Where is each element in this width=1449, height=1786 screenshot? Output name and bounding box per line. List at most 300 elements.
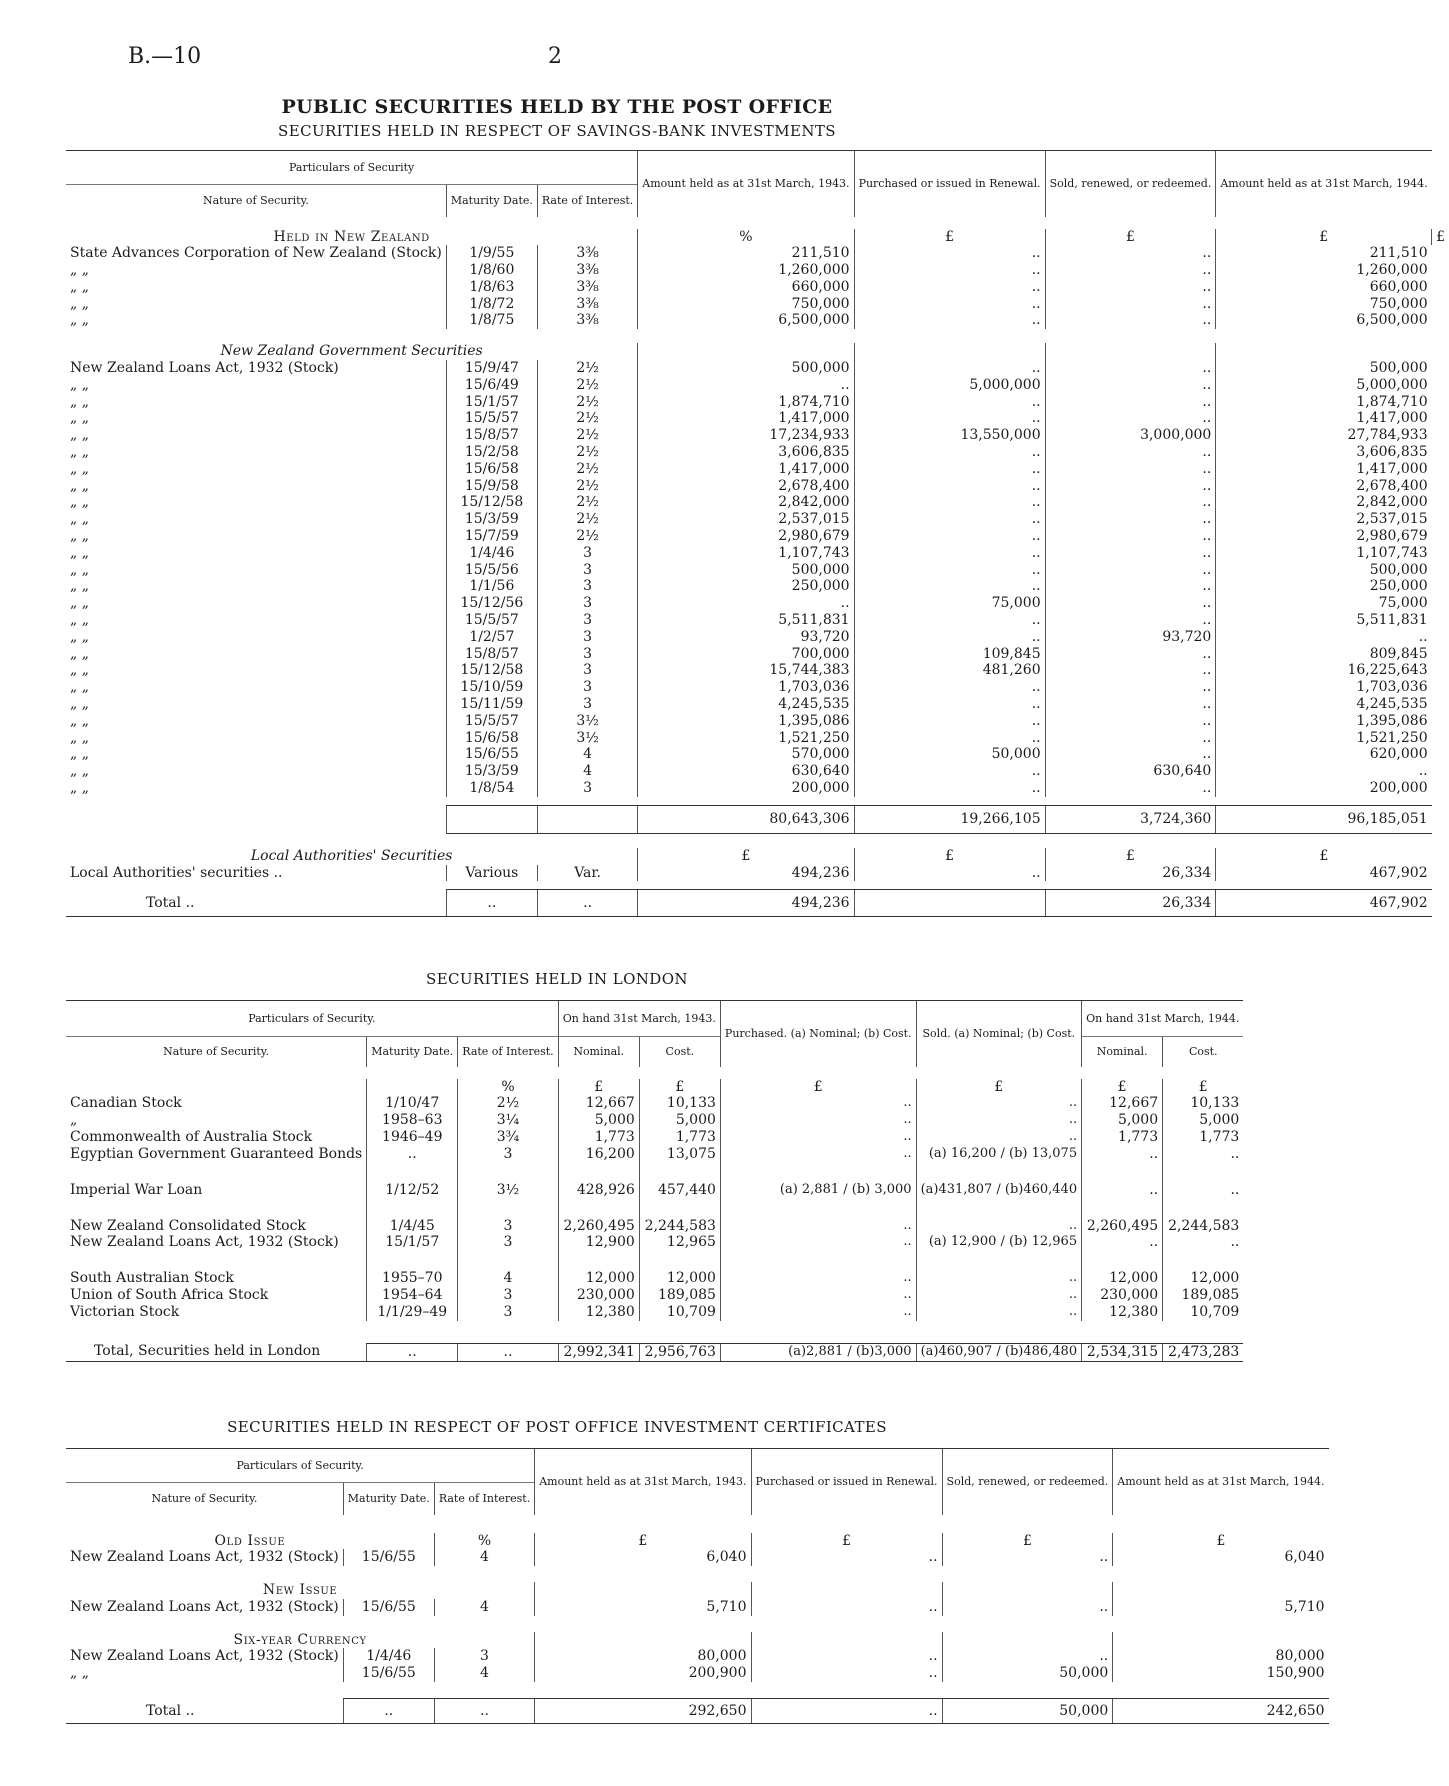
table-row xyxy=(66,377,1449,394)
held-1943-header: Amount held as at 31st March, 1943. xyxy=(638,151,854,217)
subtotal-held43: 80,643,306 xyxy=(638,805,854,833)
table-row xyxy=(66,1599,1329,1616)
security-name: „ „ xyxy=(70,278,89,295)
amount-held-1943: 5,710 xyxy=(535,1599,751,1616)
amount-held-1944: 1,417,000 xyxy=(1216,461,1432,478)
maturity-date: 1/8/75 xyxy=(446,312,537,329)
spacer-cell xyxy=(66,797,1432,806)
total-held43: 292,650 xyxy=(535,1699,751,1724)
amount-held-1944: 500,000 xyxy=(1216,562,1432,579)
maturity-date: 15/8/57 xyxy=(446,427,537,444)
interest-rate: 4 xyxy=(434,1599,534,1616)
amount-sold: .. xyxy=(1045,312,1216,329)
table-row xyxy=(66,394,1449,411)
total-label: Total .. xyxy=(66,1699,343,1724)
section-heading-row xyxy=(66,1582,1329,1599)
amount-sold: .. xyxy=(1045,528,1216,545)
rate-header: Rate of Interest. xyxy=(537,185,637,217)
total-label: Total .. xyxy=(66,890,446,917)
maturity-date: 1946–49 xyxy=(367,1129,458,1146)
amount-purchased: .. xyxy=(751,1599,942,1616)
interest-rate: 3½ xyxy=(537,713,637,730)
amount-sold: .. xyxy=(1045,394,1216,411)
maturity-date: 15/9/47 xyxy=(446,360,537,377)
table-row xyxy=(66,629,1449,646)
security-name: „ „ xyxy=(70,427,89,444)
maturity-date: 1/9/55 xyxy=(446,245,537,262)
amount-held-1943: 750,000 xyxy=(638,296,854,313)
section-heading-row xyxy=(66,343,1449,360)
unit-label: £ xyxy=(638,848,854,865)
nominal-1943: 12,000 xyxy=(558,1270,639,1287)
maturity-date: 15/5/57 xyxy=(446,713,537,730)
amount-held-1944: 16,225,643 xyxy=(1216,662,1432,679)
interest-rate: 3 xyxy=(537,679,637,696)
purchased-amounts: .. xyxy=(720,1304,916,1321)
document-reference: B.—10 xyxy=(128,44,202,69)
sold-amounts: .. xyxy=(916,1218,1082,1235)
purchased-amounts: .. xyxy=(720,1146,916,1182)
interest-rate: 3 xyxy=(458,1287,558,1304)
maturity-date: 15/6/55 xyxy=(446,746,537,763)
amount-sold: .. xyxy=(1045,780,1216,797)
amount-purchased: .. xyxy=(854,545,1045,562)
maturity-date: 1955–70 xyxy=(367,1270,458,1287)
amount-sold: .. xyxy=(1045,578,1216,595)
table-row xyxy=(66,713,1449,730)
table-row xyxy=(66,279,1449,296)
purchased-amounts: .. xyxy=(720,1095,916,1112)
held-1944-header: Amount held as at 31st March, 1944. xyxy=(1216,151,1432,217)
security-name: Local Authorities' securities .. xyxy=(70,864,283,881)
security-name: Victorian Stock xyxy=(70,1304,180,1321)
amount-held-1943: 1,521,250 xyxy=(638,730,854,747)
table-row xyxy=(66,646,1449,663)
maturity-date: 15/1/57 xyxy=(446,394,537,411)
purchased-header: Purchased or issued in Renewal. xyxy=(854,151,1045,217)
amount-purchased: .. xyxy=(751,1549,942,1566)
interest-rate: 2½ xyxy=(537,461,637,478)
interest-rate: 3⅜ xyxy=(537,296,637,313)
spacer-cell xyxy=(66,881,1432,890)
table-row xyxy=(66,1112,1243,1129)
amount-sold: .. xyxy=(942,1549,1113,1566)
maturity-date: 1/8/60 xyxy=(446,262,537,279)
table-row xyxy=(66,1182,1243,1218)
total-pur: .. xyxy=(751,1699,942,1724)
interest-rate: 3 xyxy=(458,1218,558,1235)
unit-label: £ xyxy=(854,848,1045,865)
security-name: „ „ xyxy=(70,410,89,427)
nominal-1944: .. xyxy=(1082,1146,1163,1182)
purchased-amounts: .. xyxy=(720,1234,916,1270)
unit-label: £ xyxy=(916,1079,1082,1096)
cost-1944: 2,244,583 xyxy=(1163,1218,1244,1235)
interest-rate: 3 xyxy=(537,629,637,646)
cost-1943: 13,075 xyxy=(639,1146,720,1182)
amount-purchased: .. xyxy=(854,865,1045,882)
amount-held-1944: 1,874,710 xyxy=(1216,394,1432,411)
blank-cell xyxy=(751,1632,942,1649)
total-row xyxy=(66,1343,1243,1361)
amount-held-1943: 2,980,679 xyxy=(638,528,854,545)
interest-rate: 4 xyxy=(458,1270,558,1287)
amount-held-1944: 3,606,835 xyxy=(1216,444,1432,461)
interest-rate: 2½ xyxy=(537,410,637,427)
total-mat: .. xyxy=(367,1343,458,1361)
security-name: „ „ xyxy=(70,612,89,629)
amount-sold: .. xyxy=(1045,713,1216,730)
cost-1944: 5,000 xyxy=(1163,1112,1244,1129)
unit-label: % xyxy=(458,1079,558,1096)
blank-cell xyxy=(66,805,446,833)
interest-rate: 3⅜ xyxy=(537,312,637,329)
unit-label: £ xyxy=(1045,229,1216,246)
amount-held-1943: 3,606,835 xyxy=(638,444,854,461)
amount-purchased: .. xyxy=(854,562,1045,579)
table-row xyxy=(66,528,1449,545)
amount-held-1944: 5,511,831 xyxy=(1216,612,1432,629)
amount-held-1944: 809,845 xyxy=(1216,646,1432,663)
cost-1944: 189,085 xyxy=(1163,1287,1244,1304)
table-row xyxy=(66,1218,1243,1235)
maturity-date: 15/6/55 xyxy=(343,1549,434,1566)
amount-sold: .. xyxy=(942,1648,1113,1665)
amount-sold: 50,000 xyxy=(942,1665,1113,1682)
total-sold: (a)460,907 / (b)486,480 xyxy=(916,1343,1082,1361)
section-heading: Old Issue xyxy=(214,1532,286,1549)
page-number: 2 xyxy=(548,44,562,69)
interest-rate: 2½ xyxy=(537,394,637,411)
security-name: „ „ xyxy=(70,528,89,545)
sold-amounts: .. xyxy=(916,1095,1082,1112)
amount-sold: .. xyxy=(1045,494,1216,511)
security-name: „ „ xyxy=(70,662,89,679)
sold-amounts: (a) 16,200 / (b) 13,075 xyxy=(916,1146,1082,1182)
unit-label: £ xyxy=(720,1079,916,1096)
cost-1943: 10,133 xyxy=(639,1095,720,1112)
total-pur xyxy=(854,890,1045,917)
cert-sold-header: Sold, renewed, or redeemed. xyxy=(942,1449,1113,1515)
security-name: „ „ xyxy=(70,696,89,713)
interest-rate: 3 xyxy=(537,780,637,797)
unit-label: £ xyxy=(1113,1533,1329,1550)
amount-held-1944: .. xyxy=(1216,763,1432,780)
security-name: New Zealand Loans Act, 1932 (Stock) xyxy=(70,1598,339,1615)
amount-sold: .. xyxy=(1045,360,1216,377)
amount-purchased: .. xyxy=(751,1665,942,1682)
security-name: „ „ xyxy=(70,561,89,578)
maturity-date: 15/5/57 xyxy=(446,612,537,629)
interest-rate: 2½ xyxy=(537,360,637,377)
maturity-date: 15/5/56 xyxy=(446,562,537,579)
spacer-cell xyxy=(66,1616,1329,1632)
total-row xyxy=(66,1699,1329,1724)
security-name: Union of South Africa Stock xyxy=(70,1287,269,1304)
total-rate: .. xyxy=(434,1699,534,1724)
purchased-amounts: .. xyxy=(720,1287,916,1304)
total-pur: (a)2,881 / (b)3,000 xyxy=(720,1343,916,1361)
unit-label: £ xyxy=(558,1079,639,1096)
interest-rate: 2½ xyxy=(537,377,637,394)
interest-rate: 3 xyxy=(537,595,637,612)
nominal-1943: 12,667 xyxy=(558,1095,639,1112)
nominal-1944: 5,000 xyxy=(1082,1112,1163,1129)
interest-rate: 3 xyxy=(458,1304,558,1321)
total-mat: .. xyxy=(343,1699,434,1724)
maturity-date: 1/1/29–49 xyxy=(367,1304,458,1321)
maturity-date: 15/6/55 xyxy=(343,1665,434,1682)
amount-held-1943: 15,744,383 xyxy=(638,662,854,679)
security-name: „ „ xyxy=(70,746,89,763)
interest-rate: 3½ xyxy=(458,1182,558,1218)
maturity-date: 1/8/72 xyxy=(446,296,537,313)
sold-amounts: .. xyxy=(916,1129,1082,1146)
total-held44: 467,902 xyxy=(1216,890,1432,917)
amount-sold: .. xyxy=(1045,478,1216,495)
london-purchased-header: Purchased. (a) Nominal; (b) Cost. xyxy=(720,1001,916,1067)
amount-purchased: .. xyxy=(854,410,1045,427)
amount-purchased: .. xyxy=(854,730,1045,747)
amount-sold: .. xyxy=(1045,730,1216,747)
amount-held-1943: 200,900 xyxy=(535,1665,751,1682)
nominal-1943-header: Nominal. xyxy=(558,1037,639,1067)
amount-held-1944: 80,000 xyxy=(1113,1648,1329,1665)
table-row xyxy=(66,478,1449,495)
spacer-row xyxy=(66,329,1449,343)
cost-1943: 189,085 xyxy=(639,1287,720,1304)
london-maturity-header: Maturity Date. xyxy=(367,1037,458,1067)
security-name: „ „ xyxy=(70,645,89,662)
interest-rate: 4 xyxy=(434,1549,534,1566)
total-rate: .. xyxy=(537,890,637,917)
table-row xyxy=(66,1665,1329,1682)
sold-amounts: .. xyxy=(916,1270,1082,1287)
blank-cell xyxy=(367,1079,458,1096)
amount-purchased: .. xyxy=(854,279,1045,296)
amount-held-1944: 27,784,933 xyxy=(1216,427,1432,444)
security-name: „ „ xyxy=(70,595,89,612)
section-heading-row xyxy=(66,1533,1329,1550)
interest-rate: 3¾ xyxy=(458,1129,558,1146)
section-heading: New Zealand Government Securities xyxy=(220,343,483,360)
amount-held-1943: 1,874,710 xyxy=(638,394,854,411)
amount-held-1944: 1,260,000 xyxy=(1216,262,1432,279)
unit-label: £ xyxy=(751,1533,942,1550)
nominal-1944: .. xyxy=(1082,1234,1163,1270)
amount-held-1943: 1,417,000 xyxy=(638,461,854,478)
interest-rate: 2½ xyxy=(458,1095,558,1112)
amount-held-1943: 494,236 xyxy=(638,865,854,882)
amount-purchased: .. xyxy=(854,696,1045,713)
amount-held-1944: 2,537,015 xyxy=(1216,511,1432,528)
unit-label: £ xyxy=(535,1533,751,1550)
subtotal-held44: 96,185,051 xyxy=(1216,805,1432,833)
maturity-date: 15/2/58 xyxy=(446,444,537,461)
amount-held-1944: 1,521,250 xyxy=(1216,730,1432,747)
security-name: New Zealand Loans Act, 1932 (Stock) xyxy=(70,1549,339,1566)
amount-sold: .. xyxy=(1045,595,1216,612)
purchased-amounts: .. xyxy=(720,1270,916,1287)
maturity-date: 15/5/57 xyxy=(446,410,537,427)
spacer-cell xyxy=(66,1566,1329,1582)
amount-purchased: .. xyxy=(854,780,1045,797)
blank-cell xyxy=(638,343,854,360)
security-name: „ „ xyxy=(70,444,89,461)
amount-held-1943: .. xyxy=(638,595,854,612)
london-particulars-header: Particulars of Security. xyxy=(66,1001,558,1037)
spacer-cell xyxy=(66,1682,1329,1699)
nominal-1943: 1,773 xyxy=(558,1129,639,1146)
amount-held-1944: 1,395,086 xyxy=(1216,713,1432,730)
security-name: New Zealand Consolidated Stock xyxy=(70,1217,306,1234)
amount-held-1943: .. xyxy=(638,377,854,394)
amount-purchased: .. xyxy=(854,444,1045,461)
amount-held-1943: 6,040 xyxy=(535,1549,751,1566)
total-held44: 242,650 xyxy=(1113,1699,1329,1724)
cost-1944: 10,133 xyxy=(1163,1095,1244,1112)
amount-purchased: .. xyxy=(854,478,1045,495)
cert-held-1943-header: Amount held as at 31st March, 1943. xyxy=(535,1449,751,1515)
interest-rate: 3 xyxy=(537,696,637,713)
table-row xyxy=(66,780,1449,797)
spacer-row xyxy=(66,1515,1329,1533)
interest-rate: 3 xyxy=(537,646,637,663)
nominal-1943: 16,200 xyxy=(558,1146,639,1182)
amount-sold: .. xyxy=(1045,511,1216,528)
maturity-date: 15/1/57 xyxy=(367,1234,458,1270)
table-row xyxy=(66,578,1449,595)
amount-sold: 630,640 xyxy=(1045,763,1216,780)
amount-purchased: .. xyxy=(854,763,1045,780)
blank-cell xyxy=(537,805,637,833)
certificates-section-title: SECURITIES HELD IN RESPECT OF POST OFFICE INVESTMENT CERTIFICATES xyxy=(227,1418,887,1436)
maturity-date: 15/6/58 xyxy=(446,461,537,478)
security-name: „ „ xyxy=(70,763,89,780)
amount-purchased: 50,000 xyxy=(854,746,1045,763)
table-row xyxy=(66,662,1449,679)
interest-rate: 3 xyxy=(458,1146,558,1182)
cost-1943: 10,709 xyxy=(639,1304,720,1321)
amount-sold: .. xyxy=(1045,562,1216,579)
security-name: State Advances Corporation of New Zealand (Stock) xyxy=(70,245,442,262)
sold-header: Sold, renewed, or redeemed. xyxy=(1045,151,1216,217)
nominal-1944: .. xyxy=(1082,1182,1163,1218)
amount-sold: .. xyxy=(1045,296,1216,313)
nominal-1943: 12,380 xyxy=(558,1304,639,1321)
subtotal-pur: 19,266,105 xyxy=(854,805,1045,833)
document-title: PUBLIC SECURITIES HELD BY THE POST OFFICE xyxy=(281,96,833,118)
blank-cell xyxy=(942,1632,1113,1649)
interest-rate: 2½ xyxy=(537,511,637,528)
amount-purchased: 5,000,000 xyxy=(854,377,1045,394)
security-name: Egyptian Government Guaranteed Bonds xyxy=(70,1145,363,1162)
table-row xyxy=(66,461,1449,478)
security-name: New Zealand Loans Act, 1932 (Stock) xyxy=(70,1234,339,1251)
table-row xyxy=(66,1304,1243,1321)
spacer-row xyxy=(66,1616,1329,1632)
nominal-1943: 428,926 xyxy=(558,1182,639,1218)
nature-header: Nature of Security. xyxy=(66,185,446,217)
security-name: „ „ xyxy=(70,729,89,746)
maturity-date: 1/8/63 xyxy=(446,279,537,296)
sold-amounts: (a)431,807 / (b)460,440 xyxy=(916,1182,1082,1218)
cost-1943: 1,773 xyxy=(639,1129,720,1146)
security-name: New Zealand Loans Act, 1932 (Stock) xyxy=(70,1648,339,1665)
interest-rate: 3⅜ xyxy=(537,262,637,279)
table-row xyxy=(66,562,1449,579)
unit-label: £ xyxy=(1216,848,1432,865)
table-row xyxy=(66,595,1449,612)
amount-held-1943: 500,000 xyxy=(638,562,854,579)
amount-held-1944: 500,000 xyxy=(1216,360,1432,377)
cost-1943-header: Cost. xyxy=(639,1037,720,1067)
amount-held-1943: 700,000 xyxy=(638,646,854,663)
table-row xyxy=(66,746,1449,763)
amount-held-1944: 5,000,000 xyxy=(1216,377,1432,394)
spacer-row xyxy=(66,1321,1243,1344)
cert-held-1944-header: Amount held as at 31st March, 1944. xyxy=(1113,1449,1329,1515)
interest-rate: 2½ xyxy=(537,528,637,545)
amount-sold: 26,334 xyxy=(1045,865,1216,882)
unit-label: £ xyxy=(1045,848,1216,865)
blank-cell xyxy=(446,805,537,833)
spacer-cell xyxy=(66,1321,1243,1344)
cost-1944: 10,709 xyxy=(1163,1304,1244,1321)
amount-sold: .. xyxy=(1045,262,1216,279)
purchased-amounts: .. xyxy=(720,1129,916,1146)
table-row xyxy=(66,1234,1243,1270)
table-row xyxy=(66,1146,1243,1182)
total-nom44: 2,534,315 xyxy=(1082,1343,1163,1361)
blank-cell xyxy=(1216,343,1432,360)
amount-purchased: .. xyxy=(854,262,1045,279)
nominal-1944: 2,260,495 xyxy=(1082,1218,1163,1235)
amount-sold: .. xyxy=(1045,444,1216,461)
london-securities-table xyxy=(66,1000,1243,1362)
maturity-date: 15/11/59 xyxy=(446,696,537,713)
amount-held-1944: 75,000 xyxy=(1216,595,1432,612)
london-rate-header: Rate of Interest. xyxy=(458,1037,558,1067)
amount-purchased: 75,000 xyxy=(854,595,1045,612)
amount-held-1944: 4,245,535 xyxy=(1216,696,1432,713)
spacer-cell xyxy=(66,329,1432,343)
table-row xyxy=(66,245,1449,262)
amount-held-1944: 5,710 xyxy=(1113,1599,1329,1616)
investment-certificates-table xyxy=(66,1448,1329,1724)
spacer-row xyxy=(66,217,1449,229)
interest-rate: 3½ xyxy=(537,730,637,747)
sold-amounts: .. xyxy=(916,1287,1082,1304)
table-row xyxy=(66,312,1449,329)
security-name: „ „ xyxy=(70,712,89,729)
security-name: „ „ xyxy=(70,393,89,410)
maturity-date: Various xyxy=(446,865,537,882)
amount-held-1943: 660,000 xyxy=(638,279,854,296)
cost-1943: 12,965 xyxy=(639,1234,720,1270)
maturity-date: 1954–64 xyxy=(367,1287,458,1304)
security-name: „ „ xyxy=(70,1665,89,1682)
interest-rate: 2½ xyxy=(537,494,637,511)
amount-purchased: .. xyxy=(854,713,1045,730)
maturity-date: 15/8/57 xyxy=(446,646,537,663)
total-mat: .. xyxy=(446,890,537,917)
unit-label: £ xyxy=(1216,229,1432,246)
amount-held-1943: 6,500,000 xyxy=(638,312,854,329)
amount-sold: 93,720 xyxy=(1045,629,1216,646)
london-sold-header: Sold. (a) Nominal; (b) Cost. xyxy=(916,1001,1082,1067)
amount-purchased: .. xyxy=(854,679,1045,696)
